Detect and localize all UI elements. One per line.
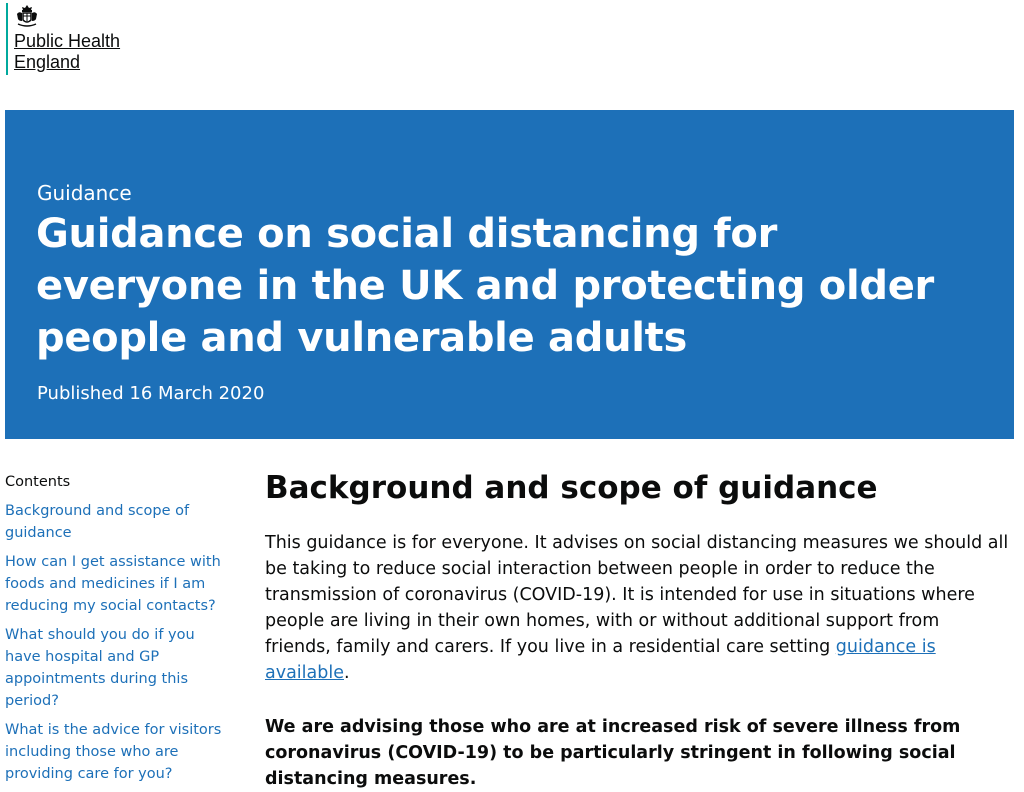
logo-line-1: Public Health bbox=[14, 31, 121, 51]
royal-coat-of-arms-icon bbox=[14, 3, 40, 29]
hero-banner bbox=[5, 110, 1014, 439]
contents-item bbox=[5, 624, 230, 712]
contents-link-assistance[interactable]: How can I get assistance with foods and medicines if I am reducing my social contacts? bbox=[5, 554, 221, 614]
section-heading: Background and scope of guidance bbox=[265, 470, 878, 506]
contents-item bbox=[5, 719, 230, 785]
page-title: Guidance on social distancing for everyone in the UK and protecting older people and vulnerable adults bbox=[36, 211, 934, 361]
contents-link-visitors[interactable]: What is the advice for visitors including those who are providing care for you? bbox=[5, 722, 222, 782]
logo-link[interactable] bbox=[14, 31, 134, 73]
intro-end: . bbox=[344, 663, 350, 683]
contents-heading: Contents bbox=[5, 474, 71, 490]
published-date: Published 16 March 2020 bbox=[37, 383, 265, 404]
contents-nav bbox=[5, 470, 230, 792]
contents-item bbox=[5, 500, 230, 544]
contents-item bbox=[5, 551, 230, 617]
intro-text: This guidance is for everyone. It advises on social distancing measures we should all be taking to reduce social interaction between people in order to reduce the transmission of coronavirus (COVID-19). It is intended for use in situations where people are living in their own homes, with or without additional support from friends, family and carers. If you live in a residential care setting bbox=[265, 533, 1009, 657]
main-content bbox=[265, 466, 1010, 792]
contents-link-appointments[interactable]: What should you do if you have hospital and GP appointments during this period? bbox=[5, 627, 195, 709]
contents-link-background[interactable]: Background and scope of guidance bbox=[5, 503, 190, 541]
advisory-paragraph: We are advising those who are at increased risk of severe illness from coronavirus (COVID-19) to be particularly stringent in following social distancing measures. bbox=[265, 717, 961, 789]
logo-line-2: England bbox=[14, 52, 81, 72]
residential-care-guidance-link[interactable]: guidance is available bbox=[265, 637, 936, 683]
document-type-label: Guidance bbox=[37, 181, 132, 205]
intro-paragraph bbox=[265, 530, 1010, 686]
phe-logo[interactable] bbox=[6, 3, 134, 75]
contents-list bbox=[5, 500, 230, 785]
